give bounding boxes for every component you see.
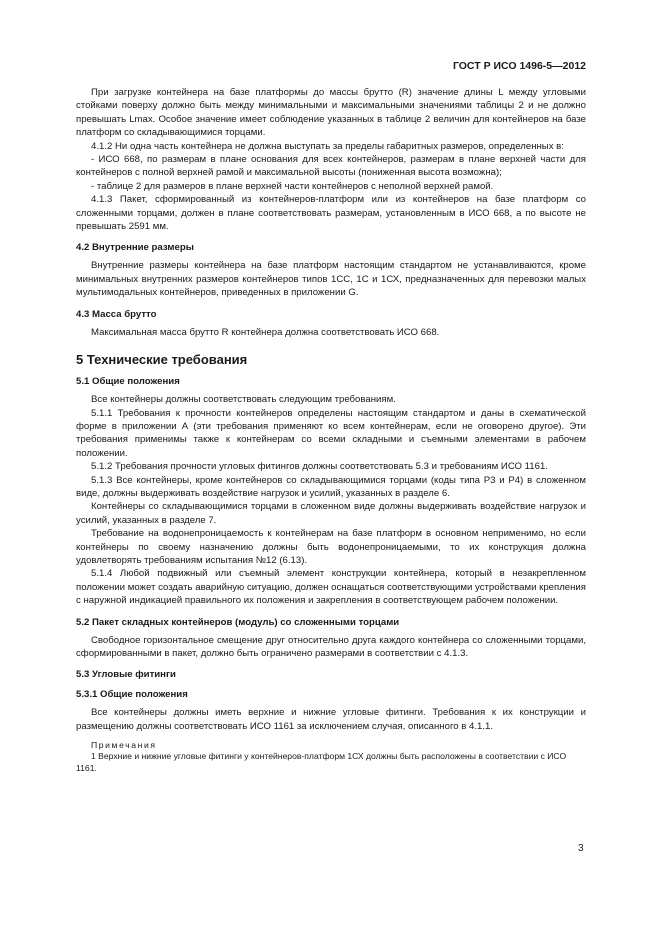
paragraph: 5.1.3 Все контейнеры, кроме контейнеров со складывающимися торцами (коды типа Р3 и Р4) в сложенном виде, должны выдерживать воздействие нагрузок и усилий, указанных в разделе 6.	[76, 474, 586, 499]
paragraph: 4.1.2 Ни одна часть контейнера не должна выступать за пределы габаритных размеров, определенных в:	[91, 140, 564, 152]
paragraph: Максимальная масса брутто R контейнера должна соответствовать ИСО 668.	[91, 326, 440, 338]
note-label: Примечания	[91, 740, 157, 751]
subsection-heading: 5.3.1 Общие положения	[76, 689, 188, 701]
paragraph: Требование на водонепроницаемость к контейнерам на базе платформ в основном неприменимо, но если контейнеры по своему назначению должны быть водонепроницаемыми, то их конструкция должна удовлетворять требованиям испытания №12 (6.13).	[76, 528, 586, 566]
paragraph: 5.1.2 Требования прочности угловых фитингов должны соответствовать 5.3 и требованиям ИСО 1161.	[91, 461, 548, 473]
paragraph: 5.1.4 Любой подвижный или съемный элемент конструкции контейнера, который в незакрепленном положении может создать аварийную ситуацию, должен оснащаться соответствующими устройствами крепления с наружной индикацией правильного их положения и закрепления в соответствующем рабочем положении.	[76, 568, 586, 607]
document-page	[76, 60, 586, 774]
subsection-heading: 4.3 Масса брутто	[76, 308, 157, 320]
page-number: 3	[578, 843, 584, 854]
paragraph: 4.1.3 Пакет, сформированный из контейнеров-платформ или из контейнеров на базе платформ со сложенными торцами, должен в плане соответствовать размерам, установленным в ИСО 668, а по высоте не превышать 2591 мм.	[76, 194, 586, 233]
document-body	[76, 86, 586, 774]
paragraph: - таблице 2 для размеров в плане верхней части контейнеров с неполной верхней рамой.	[91, 180, 494, 192]
subsection-heading: 5.2 Пакет складных контейнеров (модуль) со сложенными торцами	[76, 616, 400, 628]
subsection-heading: 5.3 Угловые фитинги	[76, 669, 176, 681]
paragraph: - ИСО 668, по размерам в плане основания для всех контейнеров, размерам в плане верхней части для контейнеров с полной верхней рамой и максимальной высоты (пониженная высота возможна);	[76, 154, 586, 179]
document-header: ГОСТ Р ИСО 1496-5—2012	[452, 60, 586, 72]
paragraph: Контейнеры со складывающимися торцами в сложенном виде должны выдерживать воздействие нагрузок и усилий, указанных в разделе 7.	[76, 501, 586, 526]
section-heading: 5 Технические требования	[76, 352, 248, 368]
paragraph: 5.1.1 Требования к прочности контейнеров определены настоящим стандартом и даны в схематической форме в приложении А (эти требования применяют ко всем контейнерам, если не оговорено другое). Эти требования применимы также к контейнерам со всеми складными и съемными элементами в рабочем положении.	[76, 407, 586, 459]
paragraph: Все контейнеры должны соответствовать следующим требованиям.	[91, 394, 396, 406]
paragraph: Все контейнеры должны иметь верхние и нижние угловые фитинги. Требования к их конструкции и размещению должны соответствовать ИСО 1161 за исключением случая, описанного в 4.1.1.	[76, 707, 586, 732]
paragraph: Внутренние размеры контейнера на базе платформ настоящим стандартом не устанавливаются, кроме минимальных внутренних размеров контейнеров типов 1СС, 1С и 1СХ, предназначенных для перевозки малых мультимодальных контейнеров, приведенных в приложении G.	[76, 260, 586, 299]
paragraph: При загрузке контейнера на базе платформы до массы брутто (R) значение длины L между угловыми стойками поверху должно быть между минимальными и максимальными значениями таблицы 2 и не должно превышать Lmax. Особое значение имеет соблюдение указанных в таблице 2 величин для контейнеров на базе платформ со складывающимися торцами.	[76, 87, 586, 139]
note-text: 1 Верхние и нижние угловые фитинги у контейнеров-платформ 1СХ должны быть расположены в соответствии с ИСО 1161.	[76, 751, 567, 774]
subsection-heading: 4.2 Внутренние размеры	[76, 242, 194, 254]
paragraph: Свободное горизонтальное смещение друг относительно друга каждого контейнера со сложенными торцами, сформированными в пакет, должно быть ограничено размерами в соответствии с 4.1.3.	[76, 634, 586, 659]
subsection-heading: 5.1 Общие положения	[76, 376, 180, 388]
